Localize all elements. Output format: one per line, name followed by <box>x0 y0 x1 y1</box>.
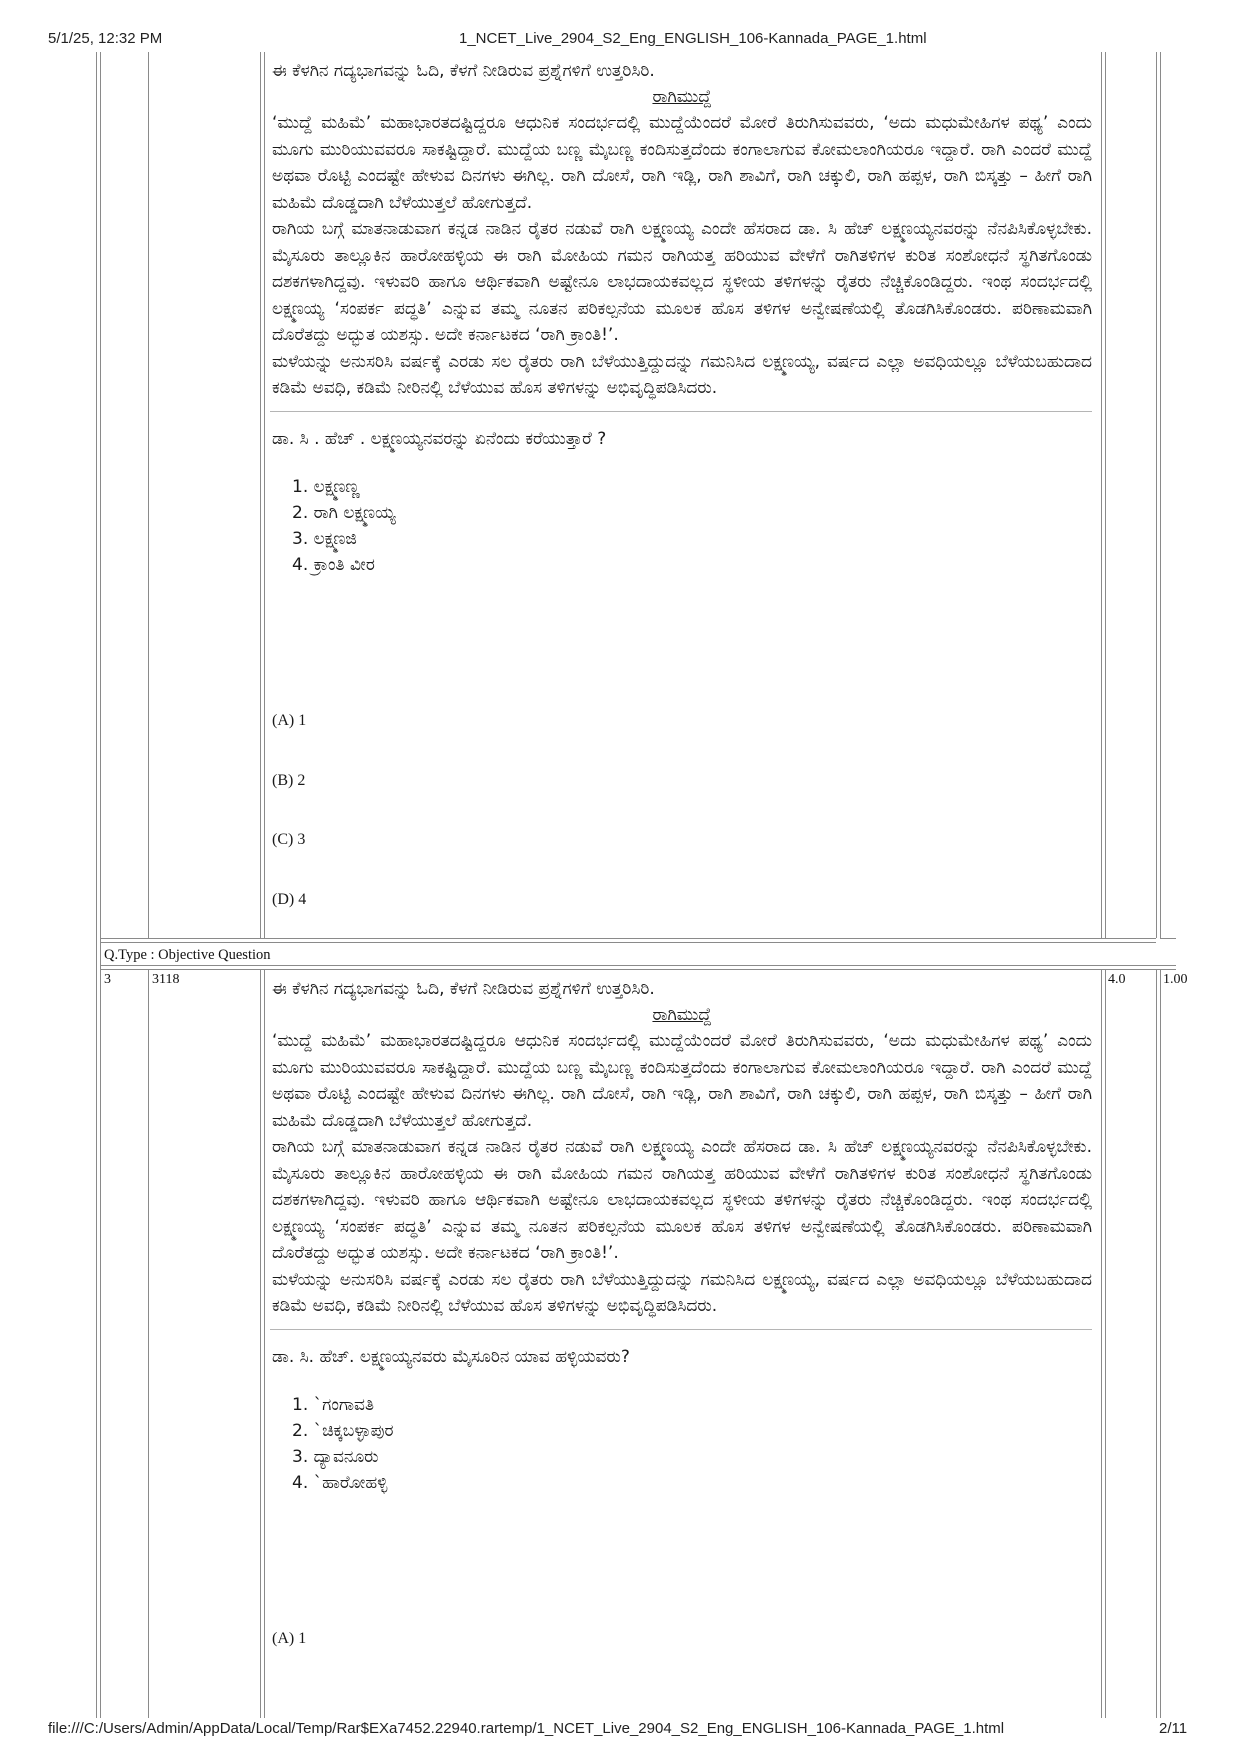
passage-paragraph: ‘ಮುದ್ದೆ ಮಹಿಮೆ’ ಮಹಾಭಾರತದಷ್ಟಿದ್ದರೂ ಆಧುನಿಕ ಸಂದರ್ಭದಲ್ಲಿ ಮುದ್ದೆಯೆಂದರೆ ಮೋರೆ ತಿರುಗಿಸುವವರು, ‘ಅದು ಮಧುಮೇಹಿಗಳ ಪಥ್ಯ’ ಎಂದು ಮೂಗು ಮುರಿಯುವವರೂ ಸಾಕಷ್ಟಿದ್ದಾರೆ. ಮುದ್ದೆಯ ಬಣ್ಣ ಮೈಬಣ್ಣ ಕಂದಿಸುತ್ತದೆಂದು ಕಂಗಾಲಾಗುವ ಕೋಮಲಾಂಗಿಯರೂ ಇದ್ದಾರೆ. ರಾಗಿ ಎಂದರೆ ಮುದ್ದೆ ಅಥವಾ ರೊಟ್ಟಿ ಎಂದಷ್ಟೇ ಹೇಳುವ ದಿನಗಳು ಈಗಿಲ್ಲ. ರಾಗಿ ದೋಸೆ, ರಾಗಿ ಇಡ್ಲಿ, ರಾಗಿ ಶಾವಿಗೆ, ರಾಗಿ ಚಕ್ಕುಲಿ, ರಾಗಿ ಹಪ್ಪಳ, ರಾಗಿ ಬಿಸ್ಕತ್ತು – ಹೀಗೆ ರಾಗಿ ಮಹಿಮೆ ದೊಡ್ಡದಾಗಿ ಬೆಳೆಯುತ್ತಲೆ ಹೋಗುತ್ತದೆ. <box>272 1031 1092 1131</box>
passage-intro: ಈ ಕೆಳಗಿನ ಗದ್ಯಭಾಗವನ್ನು ಓದಿ, ಕೆಳಗೆ ನೀಡಿರುವ ಪ್ರಶ್ನೆಗಳಿಗೆ ಉತ್ತರಿಸಿರಿ. <box>272 979 655 999</box>
option-item: 3. ದ್ಯಾವನೂರು <box>292 1446 379 1467</box>
passage-body <box>272 110 1092 402</box>
option-item: 1. ಲಕ್ಷ್ಮಣಣ್ಣ <box>292 476 360 497</box>
question-3-content <box>272 976 1092 1496</box>
option-item: 4. ಕ್ರಾಂತಿ ವೀರ <box>292 554 375 575</box>
option-item: 2. ರಾಗಿ ಲಕ್ಷ್ಮಣಯ್ಯ <box>292 502 396 523</box>
option-item: 2. `ಚಿಕ್ಕಬಳ್ಳಾಪುರ <box>292 1420 394 1441</box>
passage-paragraph: ಮಳೆಯನ್ನು ಅನುಸರಿಸಿ ವರ್ಷಕ್ಕೆ ಎರಡು ಸಲ ರೈತರು ರಾಗಿ ಬೆಳೆಯುತ್ತಿದ್ದುದನ್ನು ಗಮನಿಸಿದ ಲಕ್ಷ್ಮಣಯ್ಯ, ವರ್ಷದ ಎಲ್ಲಾ ಅವಧಿಯಲ್ಲೂ ಬೆಳೆಯಬಹುದಾದ ಕಡಿಮೆ ಅವಧಿ, ಕಡಿಮೆ ನೀರಿನಲ್ಲಿ ಬೆಳೆಯುವ ಹೊಸ ತಳಿಗಳನ್ನು ಅಭಿವೃದ್ಧಿಪಡಿಸಿದರು. <box>272 1269 1092 1316</box>
question-type-label: Q.Type : Objective Question <box>104 947 271 963</box>
answer-choice-c: (C) 3 <box>272 831 306 848</box>
answer-choice-b: (B) 2 <box>272 772 306 789</box>
question-text: ಡಾ. ಸಿ. ಹೆಚ್. ಲಕ್ಷ್ಮಣಯ್ಯನವರು ಮೈಸೂರಿನ ಯಾವ ಹಳ್ಳಿಯವರು? <box>272 1346 630 1367</box>
passage-paragraph: ‘ಮುದ್ದೆ ಮಹಿಮೆ’ ಮಹಾಭಾರತದಷ್ಟಿದ್ದರೂ ಆಧುನಿಕ ಸಂದರ್ಭದಲ್ಲಿ ಮುದ್ದೆಯೆಂದರೆ ಮೋರೆ ತಿರುಗಿಸುವವರು, ‘ಅದು ಮಧುಮೇಹಿಗಳ ಪಥ್ಯ’ ಎಂದು ಮೂಗು ಮುರಿಯುವವರೂ ಸಾಕಷ್ಟಿದ್ದಾರೆ. ಮುದ್ದೆಯ ಬಣ್ಣ ಮೈಬಣ್ಣ ಕಂದಿಸುತ್ತದೆಂದು ಕಂಗಾಲಾಗುವ ಕೋಮಲಾಂಗಿಯರೂ ಇದ್ದಾರೆ. ರಾಗಿ ಎಂದರೆ ಮುದ್ದೆ ಅಥವಾ ರೊಟ್ಟಿ ಎಂದಷ್ಟೇ ಹೇಳುವ ದಿನಗಳು ಈಗಿಲ್ಲ. ರಾಗಿ ದೋಸೆ, ರಾಗಿ ಇಡ್ಲಿ, ರಾಗಿ ಶಾವಿಗೆ, ರಾಗಿ ಚಕ್ಕುಲಿ, ರಾಗಿ ಹಪ್ಪಳ, ರಾಗಿ ಬಿಸ್ಕತ್ತು – ಹೀಗೆ ರಾಗಿ ಮಹಿಮೆ ದೊಡ್ಡದಾಗಿ ಬೆಳೆಯುತ್ತಲೆ ಹೋಗುತ್ತದೆ. <box>272 113 1092 213</box>
passage-paragraph: ರಾಗಿಯ ಬಗ್ಗೆ ಮಾತನಾಡುವಾಗ ಕನ್ನಡ ನಾಡಿನ ರೈತರ ನಡುವೆ ರಾಗಿ ಲಕ್ಷ್ಮಣಯ್ಯ ಎಂದೇ ಹೆಸರಾದ ಡಾ. ಸಿ ಹೆಚ್ ಲಕ್ಷ್ಮಣಯ್ಯನವರನ್ನು ನೆನಪಿಸಿಕೊಳ್ಳಬೇಕು. ಮೈಸೂರು ತಾಲ್ಲೂಕಿನ ಹಾರೋಹಳ್ಳಿಯ ಈ ರಾಗಿ ಮೋಹಿಯ ಗಮನ ರಾಗಿಯತ್ತ ಹರಿಯುವ ವೇಳೆಗೆ ರಾಗಿತಳಿಗಳ ಕುರಿತ ಸಂಶೋಧನೆ ಸ್ಥಗಿತಗೊಂಡು ದಶಕಗಳಾಗಿದ್ದವು. ಇಳುವರಿ ಹಾಗೂ ಆರ್ಥಿಕವಾಗಿ ಅಷ್ಟೇನೂ ಲಾಭದಾಯಕವಲ್ಲದ ಸ್ಥಳೀಯ ತಳಿಗಳನ್ನು ರೈತರು ನೆಚ್ಚಿಕೊಂಡಿದ್ದರು. ಇಂಥ ಸಂದರ್ಭದಲ್ಲಿ ಲಕ್ಷ್ಮಣಯ್ಯ ‘ಸಂಪರ್ಕ ಪದ್ಧತಿ’ ಎನ್ನುವ ತಮ್ಮ ನೂತನ ಪರಿಕಲ್ಪನೆಯ ಮೂಲಕ ಹೊಸ ತಳಿಗಳ ಅನ್ವೇಷಣೆಯಲ್ಲಿ ತೊಡಗಿಸಿಕೊಂಡರು. ಪರಿಣಾಮವಾಗಿ ದೊರೆತದ್ದು ಅದ್ಭುತ ಯಶಸ್ಸು. ಅದೇ ಕರ್ನಾಟಕದ ‘ರಾಗಿ ಕ್ರಾಂತಿ!’. <box>272 1137 1092 1263</box>
passage-paragraph: ರಾಗಿಯ ಬಗ್ಗೆ ಮಾತನಾಡುವಾಗ ಕನ್ನಡ ನಾಡಿನ ರೈತರ ನಡುವೆ ರಾಗಿ ಲಕ್ಷ್ಮಣಯ್ಯ ಎಂದೇ ಹೆಸರಾದ ಡಾ. ಸಿ ಹೆಚ್ ಲಕ್ಷ್ಮಣಯ್ಯನವರನ್ನು ನೆನಪಿಸಿಕೊಳ್ಳಬೇಕು. ಮೈಸೂರು ತಾಲ್ಲೂಕಿನ ಹಾರೋಹಳ್ಳಿಯ ಈ ರಾಗಿ ಮೋಹಿಯ ಗಮನ ರಾಗಿಯತ್ತ ಹರಿಯುವ ವೇಳೆಗೆ ರಾಗಿತಳಿಗಳ ಕುರಿತ ಸಂಶೋಧನೆ ಸ್ಥಗಿತಗೊಂಡು ದಶಕಗಳಾಗಿದ್ದವು. ಇಳುವರಿ ಹಾಗೂ ಆರ್ಥಿಕವಾಗಿ ಅಷ್ಟೇನೂ ಲಾಭದಾಯಕವಲ್ಲದ ಸ್ಥಳೀಯ ತಳಿಗಳನ್ನು ರೈತರು ನೆಚ್ಚಿಕೊಂಡಿದ್ದರು. ಇಂಥ ಸಂದರ್ಭದಲ್ಲಿ ಲಕ್ಷ್ಮಣಯ್ಯ ‘ಸಂಪರ್ಕ ಪದ್ಧತಿ’ ಎನ್ನುವ ತಮ್ಮ ನೂತನ ಪರಿಕಲ್ಪನೆಯ ಮೂಲಕ ಹೊಸ ತಳಿಗಳ ಅನ್ವೇಷಣೆಯಲ್ಲಿ ತೊಡಗಿಸಿಕೊಂಡರು. ಪರಿಣಾಮವಾಗಿ ದೊರೆತದ್ದು ಅದ್ಭುತ ಯಶಸ್ಸು. ಅದೇ ಕರ್ನಾಟಕದ ‘ರಾಗಿ ಕ್ರಾಂತಿ!’. <box>272 219 1092 345</box>
serial-number: 3 <box>104 972 111 987</box>
option-item: 4. `ಹಾರೋಹಳ್ಳಿ <box>292 1472 388 1493</box>
passage-title: ರಾಗಿಮುದ್ದೆ <box>652 1005 712 1025</box>
option-item: 3. ಲಕ್ಷ್ಮಣಜಿ <box>292 528 357 549</box>
answer-choice-d: (D) 4 <box>272 891 307 908</box>
answer-choice-a: (A) 1 <box>272 1630 307 1647</box>
question-2-content <box>272 58 1092 578</box>
print-file-path: file:///C:/Users/Admin/AppData/Local/Temp/Rar$EXa7452.22940.rartemp/1_NCET_Live_2904_S2_Eng_ENGLISH_106-Kannada_PAGE_1.html <box>48 1720 1005 1737</box>
answer-choice-a: (A) 1 <box>272 712 307 729</box>
option-list <box>292 474 1092 578</box>
print-doc-title: 1_NCET_Live_2904_S2_Eng_ENGLISH_106-Kannada_PAGE_1.html <box>459 30 927 47</box>
print-datetime: 5/1/25, 12:32 PM <box>48 30 163 47</box>
question-text: ಡಾ. ಸಿ . ಹೆಚ್ . ಲಕ್ಷ್ಮಣಯ್ಯನವರನ್ನು ಏನೆಂದು ಕರೆಯುತ್ತಾರೆ ? <box>272 428 607 449</box>
passage-intro: ಈ ಕೆಳಗಿನ ಗದ್ಯಭಾಗವನ್ನು ಓದಿ, ಕೆಳಗೆ ನೀಡಿರುವ ಪ್ರಶ್ನೆಗಳಿಗೆ ಉತ್ತರಿಸಿರಿ. <box>272 61 655 81</box>
option-item: 1. `ಗಂಗಾವತಿ <box>292 1394 374 1415</box>
divider <box>270 1329 1092 1330</box>
passage-paragraph: ಮಳೆಯನ್ನು ಅನುಸರಿಸಿ ವರ್ಷಕ್ಕೆ ಎರಡು ಸಲ ರೈತರು ರಾಗಿ ಬೆಳೆಯುತ್ತಿದ್ದುದನ್ನು ಗಮನಿಸಿದ ಲಕ್ಷ್ಮಣಯ್ಯ, ವರ್ಷದ ಎಲ್ಲಾ ಅವಧಿಯಲ್ಲೂ ಬೆಳೆಯಬಹುದಾದ ಕಡಿಮೆ ಅವಧಿ, ಕಡಿಮೆ ನೀರಿನಲ್ಲಿ ಬೆಳೆಯುವ ಹೊಸ ತಳಿಗಳನ್ನು ಅಭಿವೃದ್ಧಿಪಡಿಸಿದರು. <box>272 351 1092 398</box>
option-list <box>292 1392 1092 1496</box>
question-id: 3118 <box>152 972 180 987</box>
print-page-number: 2/11 <box>1159 1720 1188 1737</box>
passage-title: ರಾಗಿಮುದ್ದೆ <box>652 87 712 107</box>
passage-body <box>272 1028 1092 1320</box>
marks: 4.0 <box>1108 972 1126 987</box>
negative-marks: 1.00 <box>1163 972 1188 987</box>
divider <box>270 411 1092 412</box>
